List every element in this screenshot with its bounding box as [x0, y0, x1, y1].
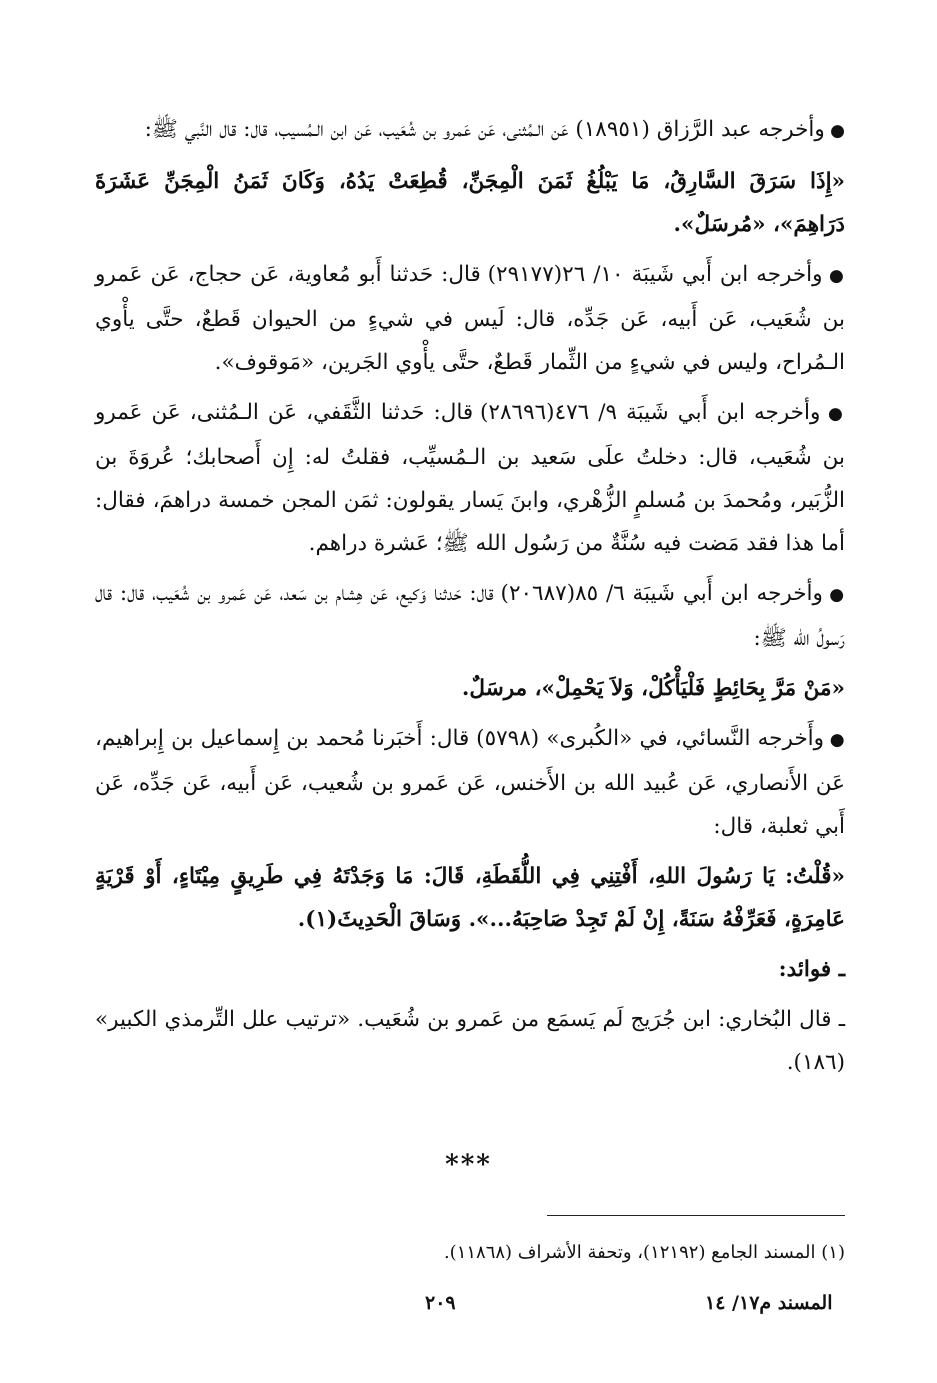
footnote-rule [547, 1215, 845, 1216]
fawaid-heading: ـ فوائد: [778, 957, 845, 982]
section-separator: *** [445, 1150, 492, 1180]
takhrij-ibn-abi-shayba-2: ● وأخرجه ابن أَبي شَيبَة ٩/ ٤٧٦(٢٨٦٩٦) قال: حَدثنا الثَّقَفي، عَن الـمُثنى، عَن عَمرو بن شُعَيب، قال: دخلتُ علَى سَعيد بن الـمُسيِّب، فقلتُ له: إِن أَصحابك؛ عُروَةَ بن الزُّبَير، ومُحمدَ بن مُسلمٍ الزُّهْري، وابنَ يَسار يقولون: ثمَن المجن خمسة دراهمَ، فقال: أما هذا فقد مَضت فيه سُنَّةٌ من رَسُول الله ﷺ؛ عَشرة دراهم. [95, 391, 845, 565]
hadith-quote-haait: «مَنْ مَرَّ بِحَائِطٍ فَلْيَأْكُلْ، وَلاَ يَحْمِلْ»، مرسَلٌ. [461, 676, 845, 701]
hadith-quote-luqata: «قُلْتُ: يَا رَسُولَ اللهِ، أَفْتِنِي فِي اللُّقَطَةِ، قَالَ: مَا وَجَدْتَهُ فِي طَرِيقٍ مِيْتَاءٍ، أَوْ قَرْيَةٍ عَامِرَةٍ، فَعَرِّفْهُ سَنَةً، إِنْ لَمْ تَجِدْ صَاحِبَهُ...». وَسَاقَ الْحَدِيثَ(١). [95, 864, 845, 932]
fawaid-bukhari-note: ـ قال البُخاري: ابن جُرَيج لَم يَسمَع من عَمرو بن شُعَيب. «ترتيب علل التِّرمذي الكبير» (١٨٦). [95, 1007, 845, 1075]
takhrij-nasai: ● وأَخرجه النَّسائي، في «الكُبرى» (٥٧٩٨) قال: أَخبَرنا مُحمد بن إِسماعيل بن إِبراهيم، عَن الأَنصاري، عَن عُبيد الله بن الأَخنس، عَن عَمرو بن شُعيب، عَن أَبيه، عَن جَدِّه، عَن أَبي ثعلبة، قال: [95, 717, 845, 848]
footnote: (١) المسند الجامع (١٢١٩٢)، وتحفة الأشراف (١١٨٦٨). [443, 1242, 845, 1263]
hadith-quote-sariq: «إِذَا سَرَقَ السَّارِقُ، مَا يَبْلُغُ ثَمَنَ الْمِجَنِّ، قُطِعَتْ يَدُهُ، وَكَانَ ثَمَنُ الْمِجَنِّ عَشَرَةَ دَرَاهِمَ»، «مُرسَلٌ». [95, 169, 845, 237]
main-text [95, 108, 845, 1091]
takhrij-ibn-abi-shayba-3: ● وأخرجه ابن أَبي شَيبَة ٦/ ٨٥(٢٠٦٨٧) قال: حَدثنا وَكيع، عَن هِشام بن سَعد، عَن عَمرو بن شُعَيب، قال: قال رَسولُ الله ﷺ: [95, 572, 845, 660]
takhrij-abdurrazzaq: ● وأخرجه عبد الرَّزاق (١٨٩٥١) عَن الـمُثنى، عَن عَمرو بن شُعَيب، عَن ابن الـمُسيب، قال: قال النَّبي ﷺ: [95, 108, 845, 153]
page-number: ٢٠٩ [425, 1292, 456, 1314]
takhrij-ibn-abi-shayba-1: ● وأخرجه ابن أَبي شَيبَة ١٠/ ٢٦(٢٩١٧٧) قال: حَدثنا أَبو مُعاوية، عَن حجاج، عَن عَمرو بن شُعَيب، عَن أَبيه، عَن جَدِّه، قال: لَيس في شيءٍ من الحيوان قَطعٌ، حتَّى يأْوي الـمُراح، وليس في شيءٍ من الثِّمار قَطعٌ، حتَّى يأْوي الجَرين، «مَوقوف». [95, 253, 845, 384]
volume-signature: المسند م١٧/ ١٤ [705, 1292, 833, 1314]
